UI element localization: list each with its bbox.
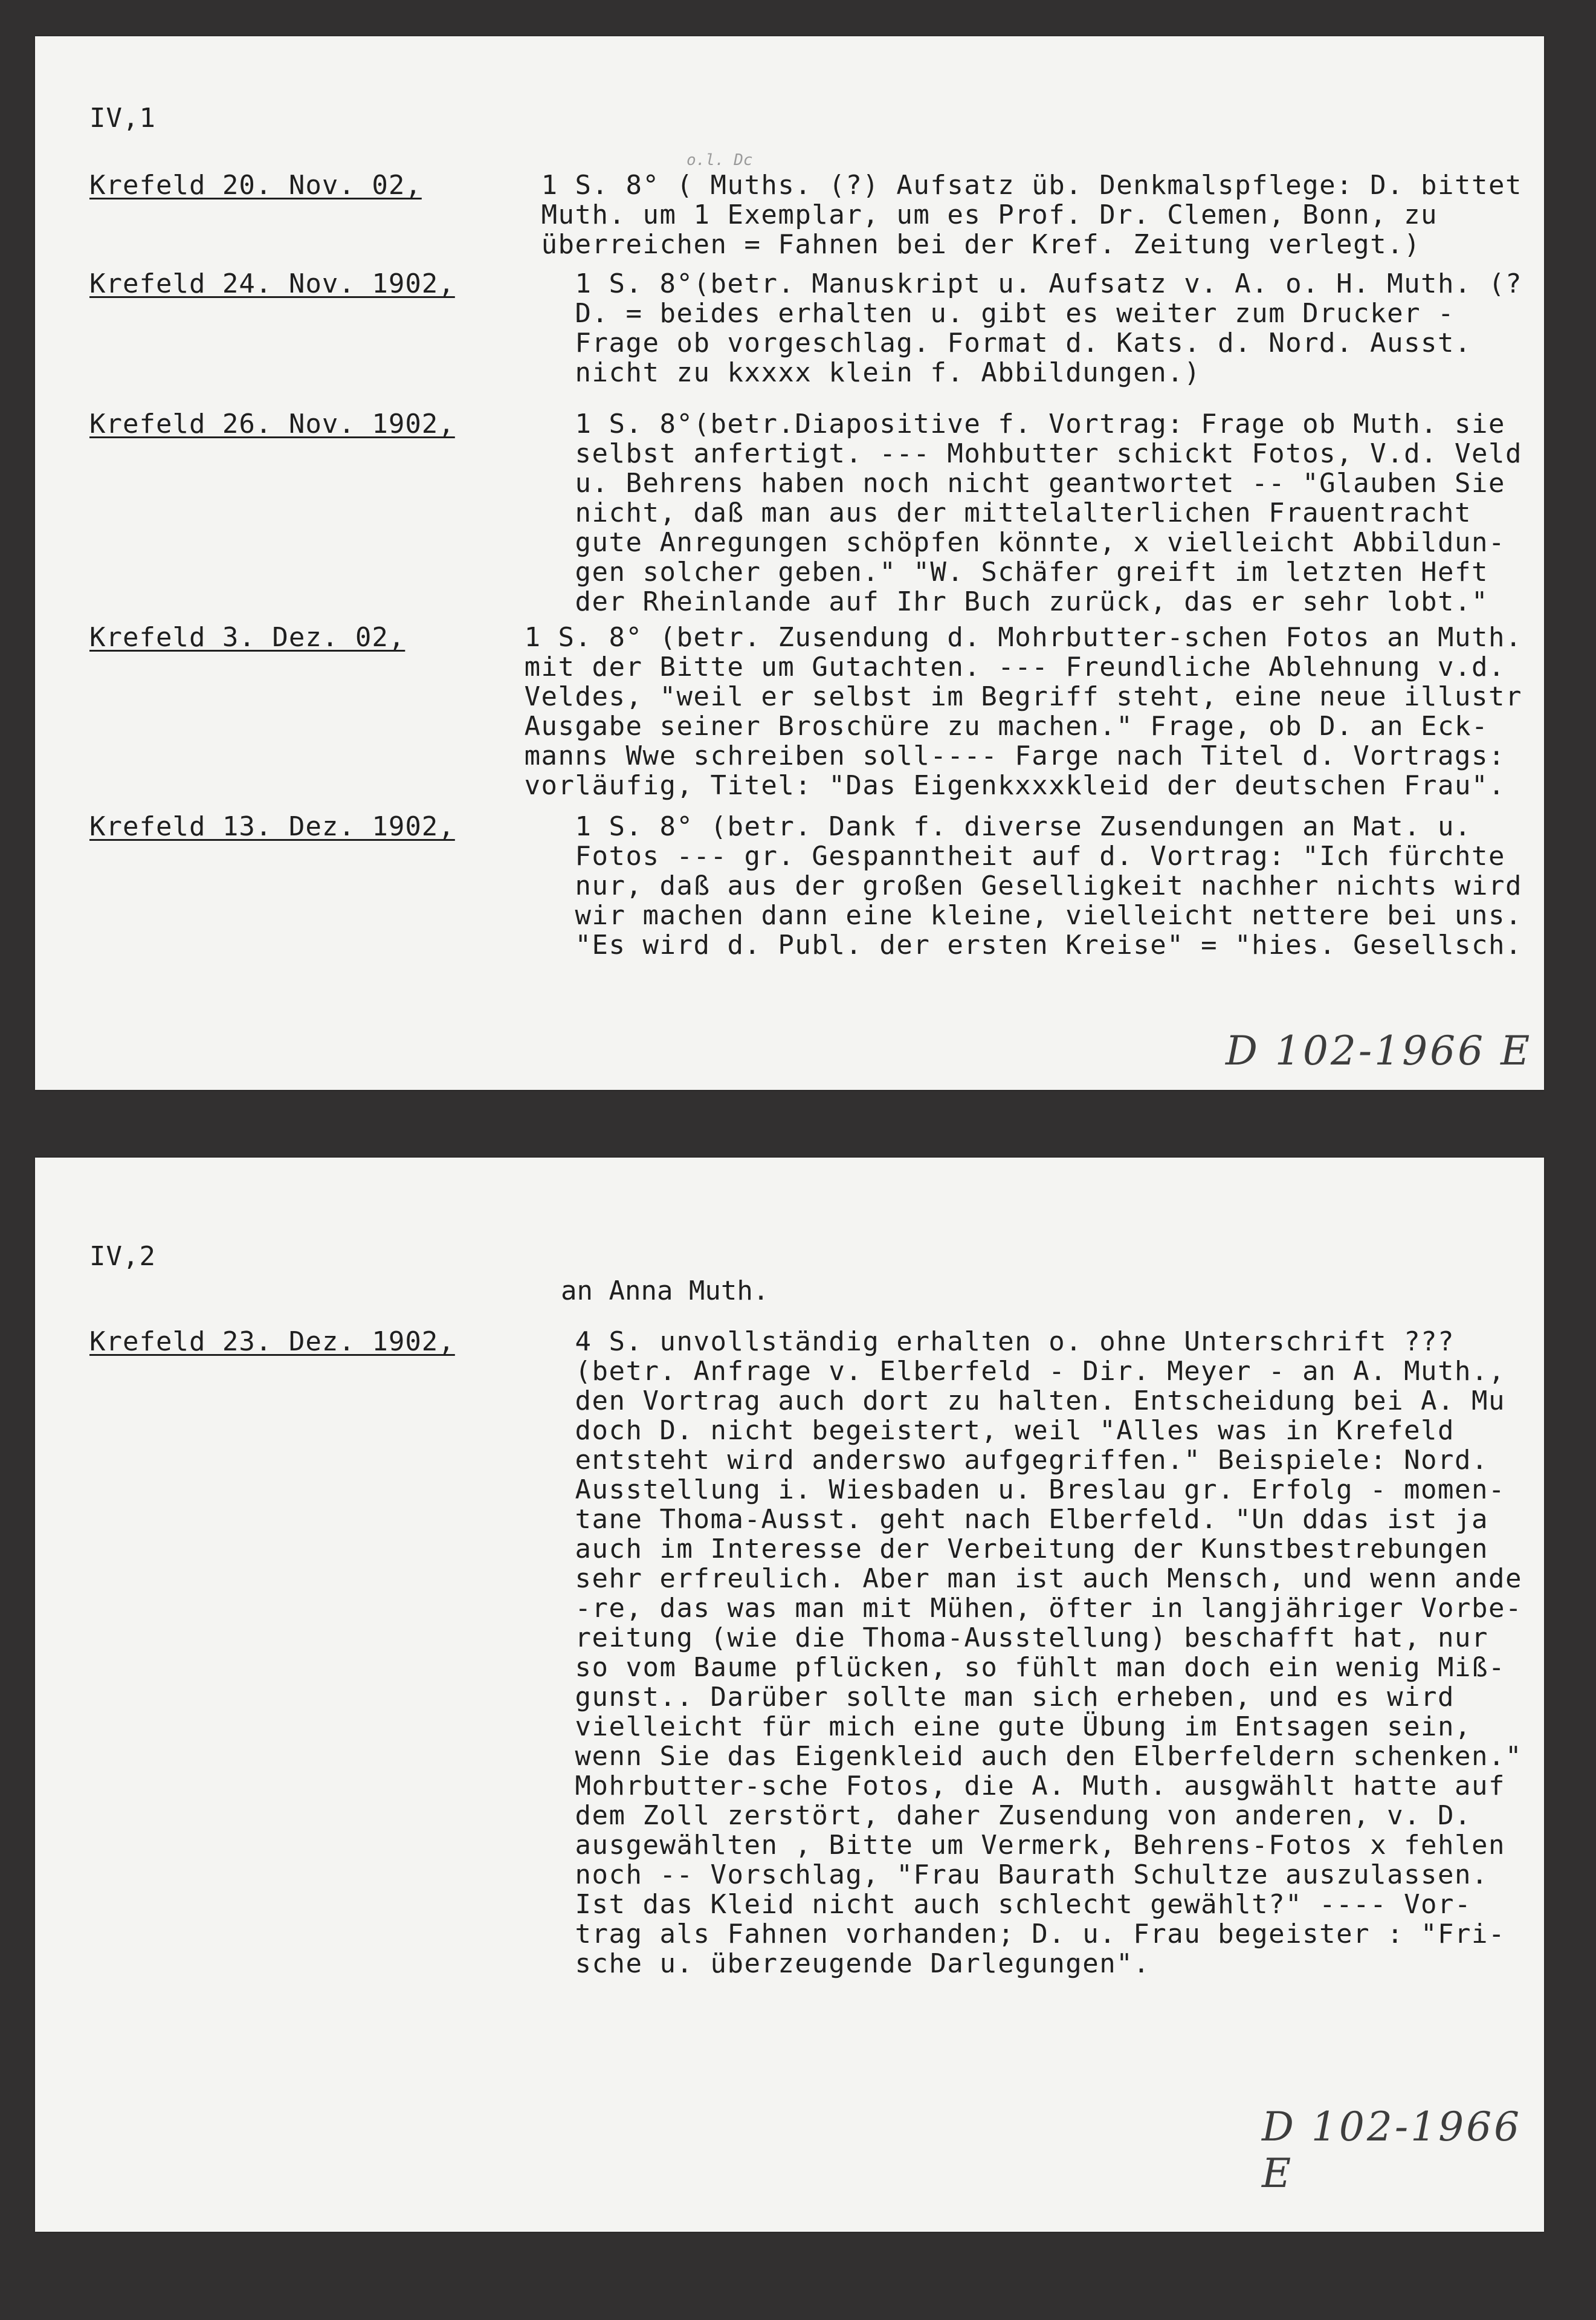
entry-text: 4 S. unvollständig erhalten o. ohne Unterschrift ??? (betr. Anfrage v. Elberfeld - Dir. Meyer - an A. Muth., den Vortrag auch dort zu halten. Entscheidung bei A. Mu doch D. nicht begeistert, weil "Alles was in Krefeld entsteht wird anderswo aufgegriffen." Beispiele: Nord. Ausstellung i. Wiesbaden u. Breslau gr. Erfolg - momen- tane Thoma-Ausst. geht nach Elberfeld. "Un ddas ist ja auch im Interesse der Verbeitung der Kunstbestrebungen sehr erfreulich. Aber man ist auch Mensch, und wenn ande -re, das was man mit Mühen, öfter in langjähriger Vorbe- reitung (wie die Thoma-Ausstellung) beschafft hat, nur so vom Baume pflücken, so fühlt man doch ein wenig Miß- gunst.. Darüber sollte man sich erheben, und es wird vielleicht für mich eine gute Übung im Entsagen sein, wenn Sie das Eigenkleid auch den Elberfeldern schenken." Mohrbutter-sche Fotos, die A. Muth. ausgwählt hatte auf dem Zoll zerstört, daher Zusendung von anderen, v. D. ausgewählten , Bitte um Vermerk, Behrens-Fotos x fehlen noch -- Vorschlag, "Frau Baurath Schultze auszulassen. Ist das Kleid nicht auch schlecht gewählt?" ---- Vor- trag als Fahnen vorhanden; D. u. Frau begeister : "Fri- sche u. überzeugende Darlegungen". [575, 1326, 1522, 1979]
entry-date: Krefeld 26. Nov. 1902, [89, 409, 455, 439]
card-label: IV,1 [89, 103, 156, 134]
letter-entry [89, 812, 1522, 963]
letter-entry [89, 623, 1522, 804]
entry-text: 1 S. 8°(betr.Diapositive f. Vortrag: Frage ob Muth. sie selbst anfertigt. --- Mohbutter schickt Fotos, V.d. Veld u. Behrens haben noch nicht geantwortet -- "Glauben Sie nicht, daß man aus der mittelalterlichen Frauentracht gute Anregungen schöpfen könnte, x vielleicht Abbildun- gen solcher geben." "W. Schäfer greift im letzten Heft der Rheinlande auf Ihr Buch zurück, das er sehr lobt." [575, 409, 1522, 617]
entry-text: 1 S. 8° (betr. Zusendung d. Mohrbutter-schen Fotos an Muth. mit der Bitte um Gutachten. --- Freundliche Ablehnung v.d. Veldes, "weil er selbst im Begriff steht, eine neue illustr Ausgabe seiner Broschüre zu machen." Frage, ob D. an Eck- manns Wwe schreiben soll---- Farge nach Titel d. Vortrags: vorläufig, Titel: "Das Eigenkxxxkleid der deutschen Frau". [524, 622, 1522, 801]
index-card-2 [35, 1158, 1544, 2232]
archive-signature: D 102-1966 E [1226, 1028, 1533, 1074]
entry-text: 1 S. 8°(betr. Manuskript u. Aufsatz v. A. o. H. Muth. (? D. = beides erhalten u. gibt es weiter zum Drucker - Frage ob vorgeschlag. Format d. Kats. d. Nord. Ausst. nicht zu kxxxx klein f. Abbildungen.) [575, 268, 1522, 388]
faint-pencil-note: o.l. Dc [687, 151, 753, 169]
entry-date: Krefeld 23. Dez. 1902, [89, 1326, 455, 1357]
letter-entry [89, 170, 1522, 261]
entry-date: Krefeld 13. Dez. 1902, [89, 811, 455, 842]
entry-date: Krefeld 20. Nov. 02, [89, 170, 422, 201]
entry-text: 1 S. 8° ( Muths. (?) Aufsatz üb. Denkmalspflege: D. bittet Muth. um 1 Exemplar, um es Prof. Dr. Clemen, Bonn, zu überreichen = Fahnen bei der Kref. Zeitung verlegt.) [541, 170, 1522, 260]
archive-signature: D 102-1966 E [1262, 2104, 1522, 2197]
recipient-line: an Anna Muth. [561, 1275, 769, 1306]
card-label: IV,2 [89, 1241, 156, 1272]
index-card-1 [35, 36, 1544, 1090]
entry-date: Krefeld 24. Nov. 1902, [89, 268, 455, 299]
entry-date: Krefeld 3. Dez. 02, [89, 622, 405, 653]
letter-entry [89, 1327, 1522, 1992]
letter-entry [89, 269, 1522, 390]
entry-text: 1 S. 8° (betr. Dank f. diverse Zusendungen an Mat. u. Fotos --- gr. Gespanntheit auf d. Vortrag: "Ich fürchte nur, daß aus der großen Geselligkeit nachher nichts wird wir machen dann eine kleine, vielleicht nettere bei uns. "Es wird d. Publ. der ersten Kreise" = "hies. Gesellsch. [575, 811, 1522, 961]
letter-entry [89, 409, 1522, 618]
